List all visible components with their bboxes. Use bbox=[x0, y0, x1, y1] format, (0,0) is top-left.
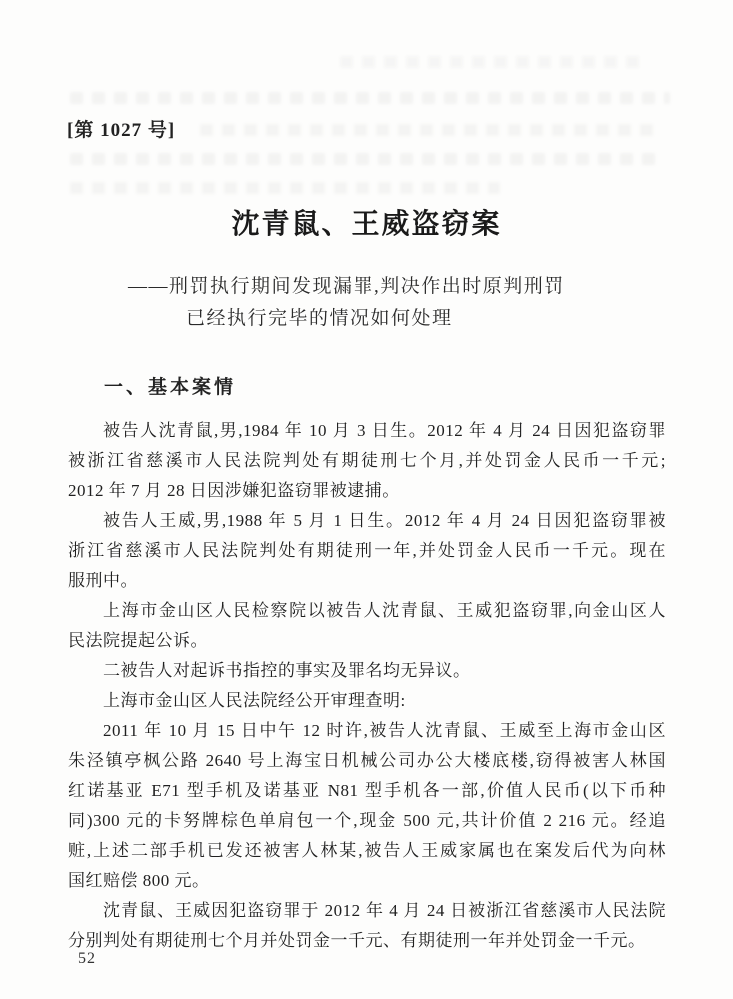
paragraph bbox=[68, 686, 666, 716]
text-line: 浙江省慈溪市人民法院判处有期徒刑一年,并处罚金人民币一千元。现在 bbox=[68, 541, 666, 560]
bleedthrough-text bbox=[70, 182, 500, 194]
text-line: 上海市金山区人民检察院以被告人沈青鼠、王威犯盗窃罪,向金山区人 bbox=[103, 601, 666, 620]
text-line: 分别判处有期徒刑七个月并处罚金一千元、有期徒刑一年并处罚金一千元。 bbox=[68, 931, 646, 950]
page-number: 52 bbox=[78, 950, 96, 967]
text-line: 2012 年 7 月 28 日因涉嫌犯盗窃罪被逮捕。 bbox=[68, 481, 400, 500]
text-line: 国红赔偿 800 元。 bbox=[68, 871, 210, 890]
text-line: 被告人王威,男,1988 年 5 月 1 日生。2012 年 4 月 24 日因犯盗窃罪被 bbox=[103, 511, 666, 530]
paragraph bbox=[68, 656, 666, 686]
case-subtitle-line-2: 已经执行完毕的情况如何处理 bbox=[186, 308, 453, 329]
body-paragraphs bbox=[68, 416, 666, 956]
case-title: 沈青鼠、王威盗窃案 bbox=[231, 209, 502, 240]
text-line: 被告人沈青鼠,男,1984 年 10 月 3 日生。2012 年 4 月 24 日因犯盗窃罪 bbox=[103, 421, 666, 440]
text-line: 服刑中。 bbox=[68, 571, 138, 590]
case-number: [第 1027 号] bbox=[67, 120, 176, 141]
text-line: 沈青鼠、王威因犯盗窃罪于 2012 年 4 月 24 日被浙江省慈溪市人民法院 bbox=[103, 901, 666, 920]
paragraph bbox=[68, 716, 666, 896]
text-line: 2011 年 10 月 15 日中午 12 时许,被告人沈青鼠、王威至上海市金山区 bbox=[103, 721, 666, 740]
text-line: 赃,上述二部手机已发还被害人林某,被告人王威家属也在案发后代为向林 bbox=[68, 841, 666, 860]
bleedthrough-text bbox=[340, 56, 640, 68]
bleedthrough-text bbox=[70, 153, 662, 165]
paragraph bbox=[68, 416, 666, 506]
paragraph bbox=[68, 596, 666, 656]
text-line: 朱泾镇亭枫公路 2640 号上海宝日机械公司办公大楼底楼,窃得被害人林国 bbox=[68, 751, 666, 770]
bleedthrough-text bbox=[200, 124, 655, 136]
text-line: 被浙江省慈溪市人民法院判处有期徒刑七个月,并处罚金人民币一千元; bbox=[68, 451, 666, 470]
text-line: 民法院提起公诉。 bbox=[68, 631, 208, 650]
text-line: 上海市金山区人民法院经公开审理查明: bbox=[103, 691, 406, 710]
paragraph bbox=[68, 896, 666, 956]
text-line: 同)300 元的卡努牌棕色单肩包一个,现金 500 元,共计价值 2 216 元。经追 bbox=[68, 811, 666, 830]
section-heading-basic-facts: 一、基本案情 bbox=[104, 377, 237, 398]
bleedthrough-text bbox=[70, 92, 670, 104]
text-line: 红诺基亚 E71 型手机及诺基亚 N81 型手机各一部,价值人民币(以下币种 bbox=[68, 781, 666, 800]
case-subtitle-line-1: ——刑罚执行期间发现漏罪,判决作出时原判刑罚 bbox=[128, 276, 565, 297]
text-line: 二被告人对起诉书指控的事实及罪名均无异议。 bbox=[103, 661, 471, 680]
paragraph bbox=[68, 506, 666, 596]
